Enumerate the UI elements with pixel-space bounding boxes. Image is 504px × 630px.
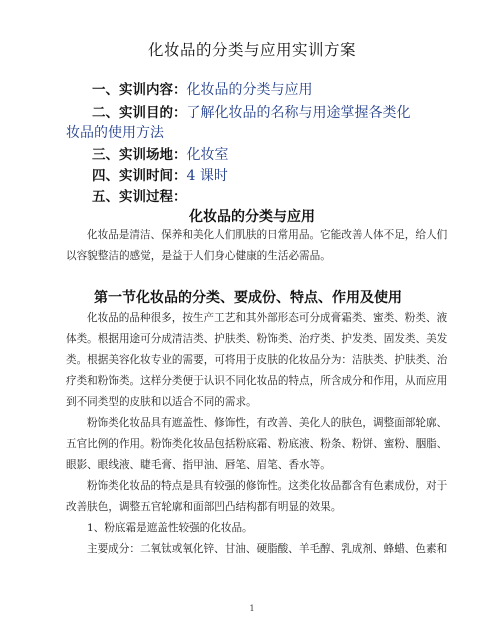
item-time (92, 164, 228, 185)
foundation-item (66, 518, 442, 539)
ingredients-line (66, 539, 448, 560)
item-label: 一、实训内容： (92, 82, 187, 98)
item-purpose-continuation: 妆品的使用方法 (66, 125, 164, 141)
text-line: 五官比例的作用。粉饰类化妆品包括粉底霜、粉底液、粉条、粉饼、蜜粉、胭脂、 (66, 438, 448, 450)
text-line: 眼影、眼线液、睫毛膏、指甲油、唇笔、眉笔、香水等。 (66, 459, 331, 471)
text-line: 类。根据美容化妆专业的需要，可将用于皮肤的化妆品分为：洁肤类、护肤类、治 (66, 354, 448, 366)
text-line: 粉饰类化妆品具有遮盖性、修饰性，有改善、美化人的肤色，调整面部轮廓、 (87, 417, 448, 429)
item-label: 三、实训场地： (92, 147, 187, 163)
text-line: 以容貌整洁的感觉，是益于人们身心健康的生活必需品。 (66, 250, 331, 262)
text-line: 到不同类型的皮肤和以适合不同的需求。 (66, 396, 257, 408)
section-title: 化妆品的分类与应用 (189, 209, 315, 225)
item-value: 化妆品的分类与应用 (186, 82, 313, 98)
text-line: 1、粉底霜是遮盖性较强的化妆品。 (87, 522, 253, 534)
text-line: 粉饰类化妆品的特点是具有较强的修饰性。这类化妆品都含有色素成份，对于 (87, 480, 448, 492)
page-number: 1 (249, 604, 255, 613)
document-title: 化妆品的分类与应用实训方案 (147, 41, 356, 59)
text-line: 疗类和粉饰类。这样分类便于认识不同化妆品的特点，所含成分和作用，从而应用 (66, 375, 448, 387)
item-purpose (92, 101, 411, 122)
classification-paragraph (66, 308, 448, 413)
item-venue (92, 143, 229, 164)
chapter-title: 第一节化妆品的分类、要成份、特点、作用及使用 (94, 290, 402, 306)
intro-paragraph (66, 225, 448, 267)
item-content (92, 78, 313, 99)
text-line: 化妆品的品种很多，按生产工艺和其外部形态可分成膏霜类、蜜类、粉类、液 (87, 312, 448, 324)
item-process (92, 185, 187, 205)
text-line: 化妆品是清洁、保养和美化人们肌肤的日常用品。它能改善人体不足，给人们 (87, 229, 448, 241)
decorative-cosmetics-paragraph (66, 413, 448, 476)
item-value: 化妆室 (186, 147, 229, 163)
item-label: 五、实训过程： (92, 189, 187, 205)
item-label: 二、实训目的： (92, 105, 187, 121)
item-label: 四、实训时间： (92, 168, 187, 184)
item-value: 了解化妆品的名称与用途掌握各类化 (186, 105, 411, 121)
text-line: 主要成分：二氧钛或氧化锌、甘油、硬脂酸、羊毛醇、乳成剂、蜂蜡、色素和 (87, 543, 448, 555)
item-value: 4 课时 (186, 168, 228, 184)
text-line: 改善肤色，调整五官轮廓和面部凹凸结构都有明显的效果。 (66, 501, 342, 513)
text-line: 体类。根据用途可分成清洁类、护肤类、粉饰类、治疗类、护发类、固发类、美发 (66, 333, 448, 345)
features-paragraph (66, 476, 448, 518)
